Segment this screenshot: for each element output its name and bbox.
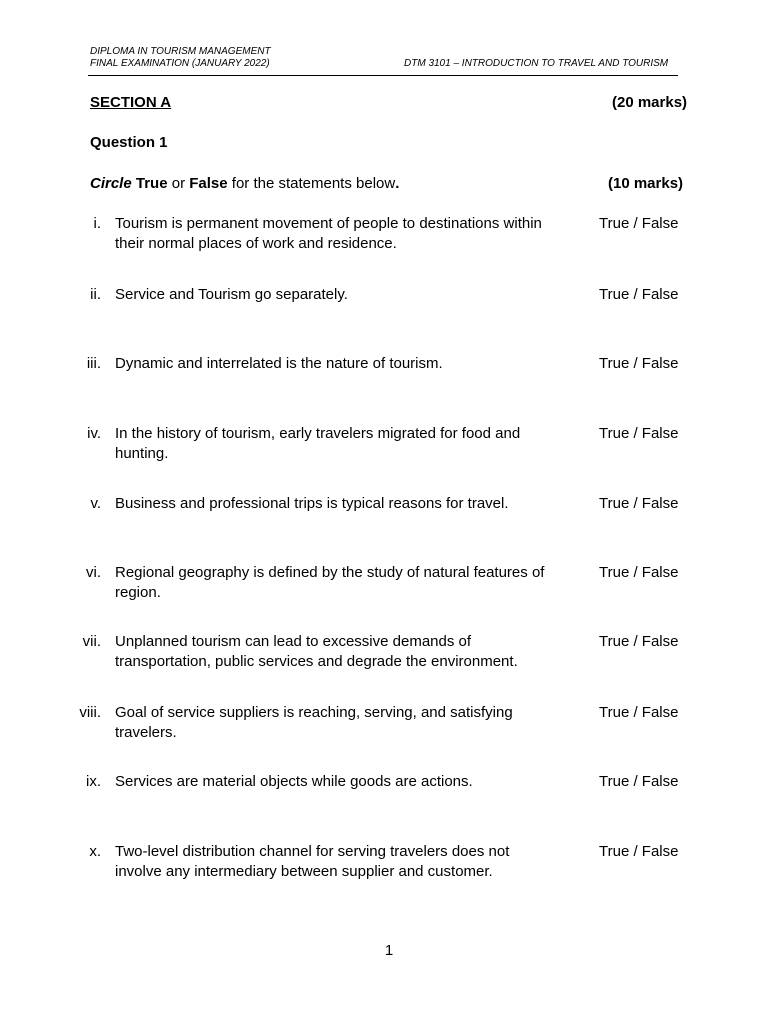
instruction-true: True	[135, 175, 168, 192]
item-answer-choice[interactable]: True / False	[599, 773, 679, 790]
instruction-rest: for the statements below	[231, 175, 396, 192]
item-statement: In the history of tourism, early travelers migrated for food and hunting.	[115, 425, 521, 462]
item-number: ii.	[90, 286, 101, 303]
item-statement: Dynamic and interrelated is the nature of tourism.	[115, 355, 443, 372]
section-title: SECTION A	[90, 94, 172, 111]
instruction	[90, 174, 399, 194]
item-number: ix.	[86, 773, 101, 790]
header-course-line: DIPLOMA IN TOURISM MANAGEMENT	[90, 46, 271, 57]
item-number: x.	[89, 843, 101, 860]
instruction-or: or	[171, 175, 186, 192]
header-exam-line: FINAL EXAMINATION (JANUARY 2022)	[90, 58, 270, 69]
item-number: iv.	[87, 425, 101, 442]
item-number: vi.	[86, 564, 101, 581]
item-number: vii.	[82, 633, 101, 650]
item-statement: Business and professional trips is typical reasons for travel.	[115, 495, 509, 512]
item-statement: Two-level distribution channel for serving travelers does not involve any intermediary between supplier and customer.	[115, 843, 510, 880]
page-number: 1	[384, 942, 394, 959]
item-answer-choice[interactable]: True / False	[599, 215, 679, 232]
item-answer-choice[interactable]: True / False	[599, 843, 679, 860]
instruction-circle: Circle	[90, 175, 132, 192]
header-rule	[88, 75, 678, 76]
instruction-false: False	[189, 175, 228, 192]
item-statement: Unplanned tourism can lead to excessive demands of transportation, public services and degrade the environment.	[115, 633, 518, 670]
item-statement: Regional geography is defined by the study of natural features of region.	[115, 564, 545, 601]
header-course-code: DTM 3101 – INTRODUCTION TO TRAVEL AND TOURISM	[404, 58, 669, 69]
item-number: iii.	[86, 355, 101, 372]
item-statement: Service and Tourism go separately.	[115, 286, 348, 303]
item-answer-choice[interactable]: True / False	[599, 633, 679, 650]
item-number: viii.	[79, 704, 101, 721]
instruction-marks: (10 marks)	[608, 175, 684, 192]
instruction-period: .	[395, 175, 400, 192]
item-statement: Goal of service suppliers is reaching, serving, and satisfying travelers.	[115, 704, 513, 741]
item-answer-choice[interactable]: True / False	[599, 704, 679, 721]
item-answer-choice[interactable]: True / False	[599, 355, 679, 372]
item-statement: Services are material objects while goods are actions.	[115, 773, 473, 790]
item-answer-choice[interactable]: True / False	[599, 286, 679, 303]
item-number: i.	[93, 215, 101, 232]
item-answer-choice[interactable]: True / False	[599, 495, 679, 512]
item-answer-choice[interactable]: True / False	[599, 425, 679, 442]
item-number: v.	[90, 495, 101, 512]
section-marks: (20 marks)	[612, 94, 688, 111]
item-statement: Tourism is permanent movement of people to destinations within their normal places of work and residence.	[115, 215, 542, 252]
question-title: Question 1	[90, 134, 168, 151]
item-answer-choice[interactable]: True / False	[599, 564, 679, 581]
